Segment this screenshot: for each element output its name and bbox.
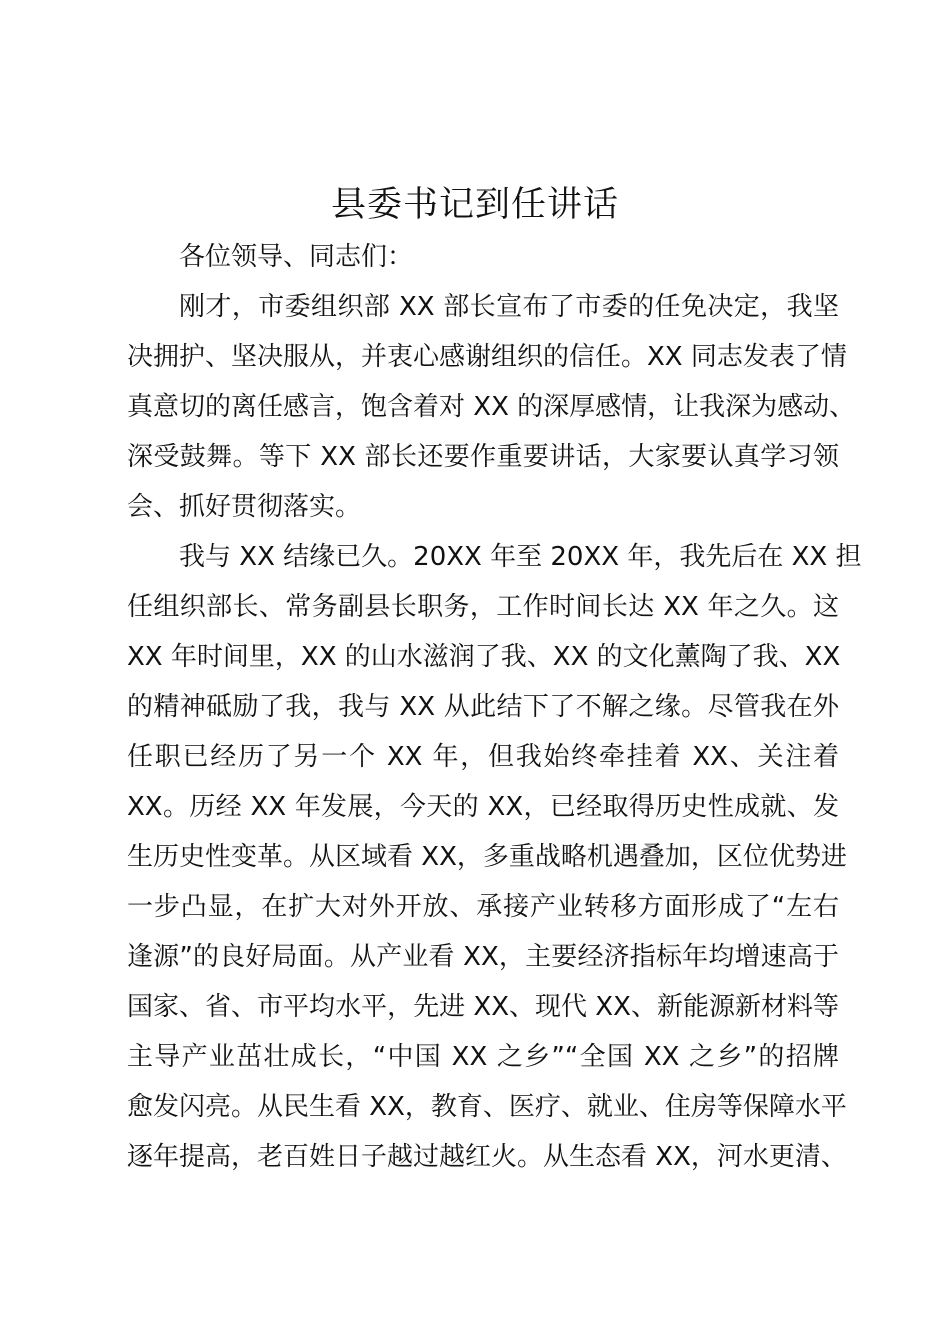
paragraph-line: 逢源”的良好局面。从产业看 XX，主要经济指标年均增速高于 [127,942,839,972]
paragraph-line: 我与 XX 结缘已久。20XX 年至 20XX 年，我先后在 XX 担 [179,542,862,572]
paragraph-line: 决拥护、坚决服从，并衷心感谢组织的信任。XX 同志发表了情 [127,342,847,372]
document-body [127,232,862,1182]
paragraph-line: 任职已经历了另一个 XX 年，但我始终牵挂着 XX、关注着 [127,742,839,772]
paragraph-line: 生历史性变革。从区域看 XX，多重战略机遇叠加，区位优势进 [127,842,847,872]
document-title: 县委书记到任讲话 [330,185,619,225]
paragraph-line: 逐年提高，老百姓日子越过越红火。从生态看 XX，河水更清、 [127,1142,847,1172]
paragraph-line: 深受鼓舞。等下 XX 部长还要作重要讲话，大家要认真学习领 [127,442,839,472]
paragraph-line: 真意切的离任感言，饱含着对 XX 的深厚感情，让我深为感动、 [127,392,856,422]
paragraph-1 [127,282,856,532]
paragraph-line: 一步凸显，在扩大对外开放、承接产业转移方面形成了“左右 [127,892,839,922]
greeting-line: 各位领导、同志们： [179,242,414,272]
paragraph-line: 会、抓好贯彻落实。 [127,492,362,522]
paragraph-line: XX 年时间里，XX 的山水滋润了我、XX 的文化薰陶了我、XX [127,642,841,672]
paragraph-line: 愈发闪亮。从民生看 XX，教育、医疗、就业、住房等保障水平 [127,1092,847,1122]
paragraph-2 [127,532,862,1182]
paragraph-line: 的精神砥励了我，我与 XX 从此结下了不解之缘。尽管我在外 [127,692,839,722]
paragraph-line: 任组织部长、常务副县长职务，工作时间长达 XX 年之久。这 [127,592,839,622]
paragraph-line: 国家、省、市平均水平，先进 XX、现代 XX、新能源新材料等 [127,992,839,1022]
paragraph-line: 主导产业茁壮成长，“中国 XX 之乡”“全国 XX 之乡”的招牌 [127,1042,839,1072]
paragraph-line: 刚才，市委组织部 XX 部长宣布了市委的任免决定，我坚 [179,292,839,322]
paragraph-line: XX。历经 XX 年发展，今天的 XX，已经取得历史性成就、发 [127,792,839,822]
